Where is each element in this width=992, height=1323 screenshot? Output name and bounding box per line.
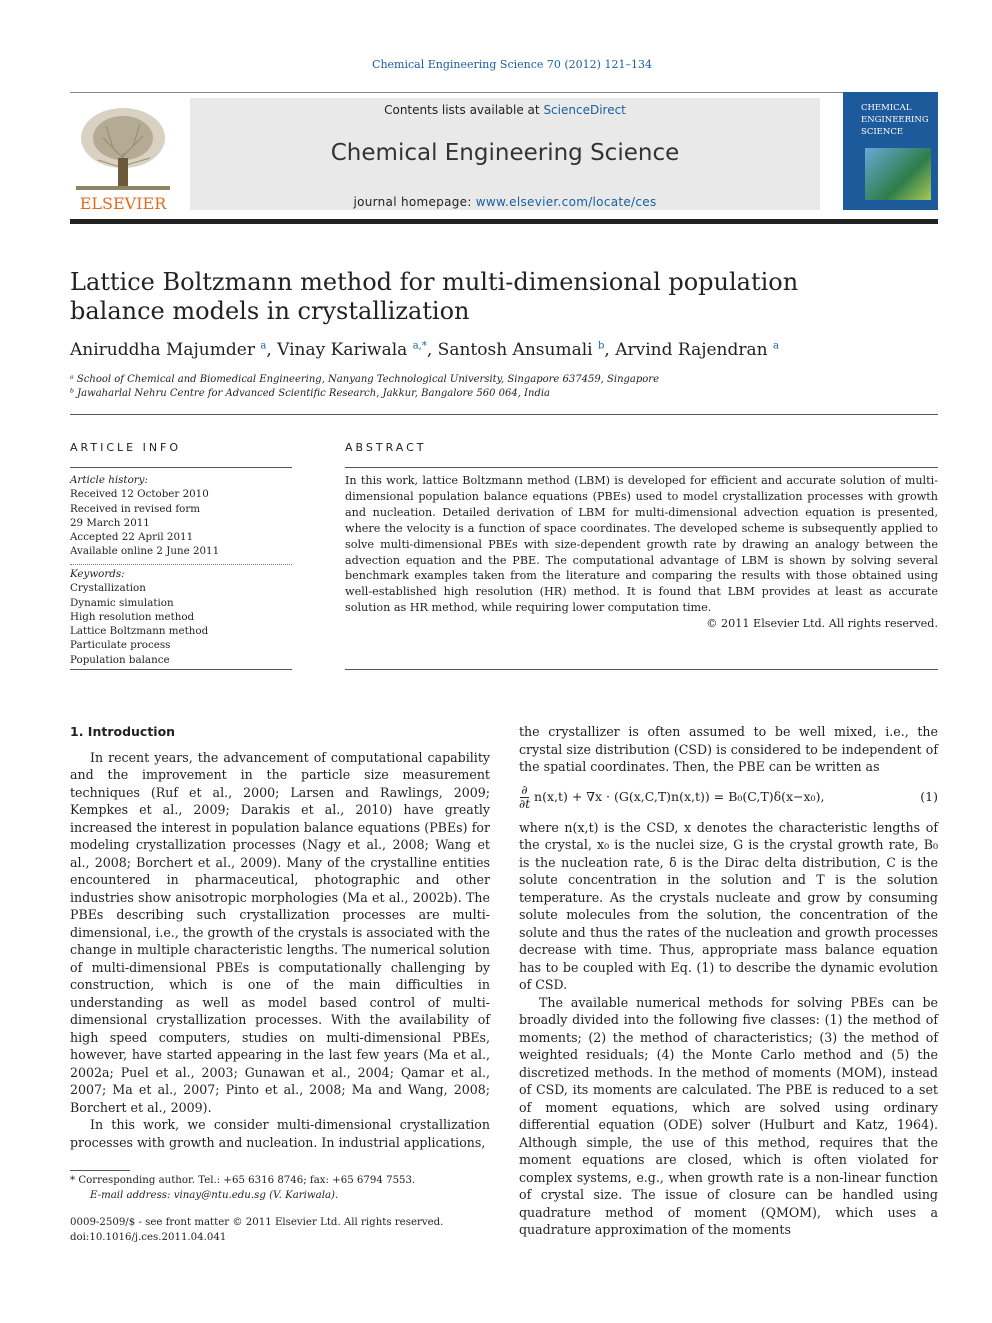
author-list: Aniruddha Majumder $^a$, Vinay Kariwala $^{a,*}$, Santosh Ansumali $^b$, Arvind Rajendran $^a$: [70, 340, 779, 360]
abstract-text: In this work, lattice Boltzmann method (LBM) is developed for efficient and accurate solution of multi-dimensional population balance equations (PBEs) used to model crystallization processes with growth and nucleation. Detailed derivation of LBM for multi-dimensional advection equation is presented, where the velocity is a function of space coordinates. The developed scheme is subsequently applied to solve multi-dimensional PBEs with size-dependent growth rate by drawing an analogy between the advection equation and the PBE. The computational advantage of LBM is shown by solving several benchmark examples taken from the literature and comparing the results with those obtained using well-established high resolution (HR) method. It is found that LBM provides at least as accurate solution as HR method, while requiring lower computation time.: [345, 474, 938, 615]
article-info-heading: ARTICLE INFO: [70, 441, 182, 454]
history-item: Received 12 October 2010: [70, 488, 209, 501]
divider: [70, 564, 292, 565]
article-title: Lattice Boltzmann method for multi-dimensional population balance models in crystallization: [70, 268, 799, 325]
partial-derivative: $\frac{\partial}{\partial t}$: [519, 782, 531, 811]
keyword: Population balance: [70, 653, 170, 666]
history-item: Received in revised form: [70, 502, 201, 515]
title-rule: [70, 414, 938, 415]
equation-1: [519, 784, 938, 811]
sciencedirect-link[interactable]: ScienceDirect: [543, 103, 626, 117]
abstract-heading: ABSTRACT: [345, 441, 427, 454]
keyword: Dynamic simulation: [70, 596, 174, 609]
elsevier-logo: [68, 98, 178, 214]
equation-number: (1): [920, 789, 938, 805]
divider: [345, 669, 938, 670]
abstract-copyright: © 2011 Elsevier Ltd. All rights reserved.: [706, 617, 938, 630]
divider: [70, 669, 292, 670]
keyword: Particulate process: [70, 639, 171, 652]
author[interactable]: Santosh Ansumali $^b$: [437, 340, 605, 360]
footnotes: [70, 1174, 490, 1203]
contents-line: Contents lists available at ScienceDirect: [384, 103, 626, 117]
keyword: Lattice Boltzmann method: [70, 625, 209, 638]
paragraph: The available numerical methods for solving PBEs can be broadly divided into the following five classes: (1) the method of moments; (2) the method of characteristics; (3) the method of weighted residuals; (4) the Monte Carlo method and (5) the discretized methods. In the method of moments (MOM), instead of CSD, its moments are calculated. The PBE is reduced to a set of moment equations, which are solved using ordinary differential equation (ODE) solver (Hulburt and Katz, 1964). Although simple, the use of this method, requires that the moment equations are closed, which is often violated for complex systems, e.g., when growth rate is a non-linear function of crystal size. The issue of closure can be handled using quadrature method of moment (QMOM), which uses a quadrature approximation of the moments: [519, 994, 938, 1237]
affiliation: ᵇ Jawaharlal Nehru Centre for Advanced Scientific Research, Jakkur, Bangalore 560 064, India: [70, 388, 551, 399]
header-thick-rule: [70, 219, 938, 224]
paragraph: where n(x,t) is the CSD, x denotes the characteristic lengths of the crystal, x₀ is the nuclei size, G is the crystal growth rate, B₀ is the nucleation rate, δ is the Dirac delta distribution, C is the solute concentration in the solution and T is the solution temperature. As the crystals nucleate and grow by consuming solute molecules from the solution, the concentration of the solute and thus the rates of the nucleation and growth processes decrease with time. Thus, appropriate mass balance equation has to be coupled with Eq. (1) to describe the dynamic evolution of CSD.: [519, 819, 938, 992]
svg-text:ELSEVIER: ELSEVIER: [79, 194, 167, 213]
paragraph: In recent years, the advancement of computational capability and the improvement in the particle size measurement techniques (Ruf et al., 2000; Larsen and Rawlings, 2009; Kempkes et al., 2009; Darakis et al., 2010) have greatly increased the interest in population balance equations (PBEs) for modeling crystallization processes (Nagy et al., 2008; Wang et al., 2008; Borchert et al., 2009). Many of the crystalline entities encountered in pharmaceutical, photographic and other industries show anisotropic morphologies (Ma et al., 2002b). The PBEs describing such crystallization processes are multi-dimensional, i.e., the growth of the crystals is associated with the change in multiple characteristic lengths. The numerical solution of multi-dimensional PBEs is computationally challenging by construction, which is one of the main difficulties in understanding as well as model based control of multi-dimensional crystallization processes. With the availability of high speed computers, studies on multi-dimensional PBEs, however, have started appearing in the last few years (Ma et al., 2002a; Puel et al., 2003; Gunawan et al., 2004; Qamar et al., 2007; Ma et al., 2007; Pinto et al., 2008; Ma and Wang, 2008; Borchert et al., 2009).: [70, 749, 490, 1115]
cover-artwork: [865, 148, 931, 200]
paragraph: the crystallizer is often assumed to be well mixed, i.e., the crystal size distribution (CSD) is considered to be independent of the spatial coordinates. Then, the PBE can be written as: [519, 724, 938, 774]
paragraph: In this work, we consider multi-dimensional crystallization processes with growth and nucleation. In industrial applications,: [70, 1117, 490, 1150]
body-right-column: [519, 723, 938, 1239]
equation-body: [519, 784, 824, 811]
author[interactable]: Vinay Kariwala $^{a,*}$: [277, 340, 427, 360]
cover-title: CHEMICAL ENGINEERING SCIENCE: [861, 103, 929, 137]
article-history: [70, 473, 292, 559]
keyword: High resolution method: [70, 610, 195, 623]
footnote-rule: [70, 1170, 130, 1171]
email-note[interactable]: E-mail address: vinay@ntu.edu.sg (V. Kariwala).: [90, 1189, 339, 1201]
keywords: [70, 567, 292, 667]
divider: [345, 467, 938, 468]
author[interactable]: Aniruddha Majumder $^a$: [70, 340, 267, 360]
publication-info: [70, 1216, 570, 1245]
journal-homepage: journal homepage: www.elsevier.com/locate/ces: [353, 195, 657, 209]
keywords-label: Keywords:: [70, 568, 125, 580]
affiliation: ᵃ School of Chemical and Biomedical Engineering, Nanyang Technological University, Singapore 637459, Singapore: [70, 374, 660, 385]
journal-cover-image: [843, 92, 938, 210]
affiliations: [70, 373, 930, 401]
body-left-column: [70, 723, 490, 1151]
journal-citation[interactable]: Chemical Engineering Science 70 (2012) 121–134: [372, 58, 652, 71]
history-item: Accepted 22 April 2011: [70, 531, 194, 544]
divider: [70, 467, 292, 468]
header-rule: [70, 92, 938, 93]
author[interactable]: Arvind Rajendran $^a$: [615, 340, 779, 360]
corresponding-author-note: * Corresponding author. Tel.: +65 6316 8746; fax: +65 6794 7553.: [70, 1175, 416, 1186]
section-heading: 1. Introduction: [70, 724, 176, 739]
equation-text: n(x,t) + ∇x · (G(x,C,T)n(x,t)) = B₀(C,T)δ(x−x₀),: [534, 788, 825, 804]
doi-line[interactable]: doi:10.1016/j.ces.2011.04.041: [70, 1231, 227, 1243]
keyword: Crystallization: [70, 582, 146, 595]
history-label: Article history:: [70, 474, 148, 486]
journal-title: Chemical Engineering Science: [330, 140, 680, 166]
history-item: Available online 2 June 2011: [70, 545, 220, 558]
issn-line: 0009-2509/$ - see front matter © 2011 Elsevier Ltd. All rights reserved.: [70, 1217, 444, 1228]
history-item: 29 March 2011: [70, 516, 150, 529]
homepage-link[interactable]: www.elsevier.com/locate/ces: [475, 195, 657, 209]
